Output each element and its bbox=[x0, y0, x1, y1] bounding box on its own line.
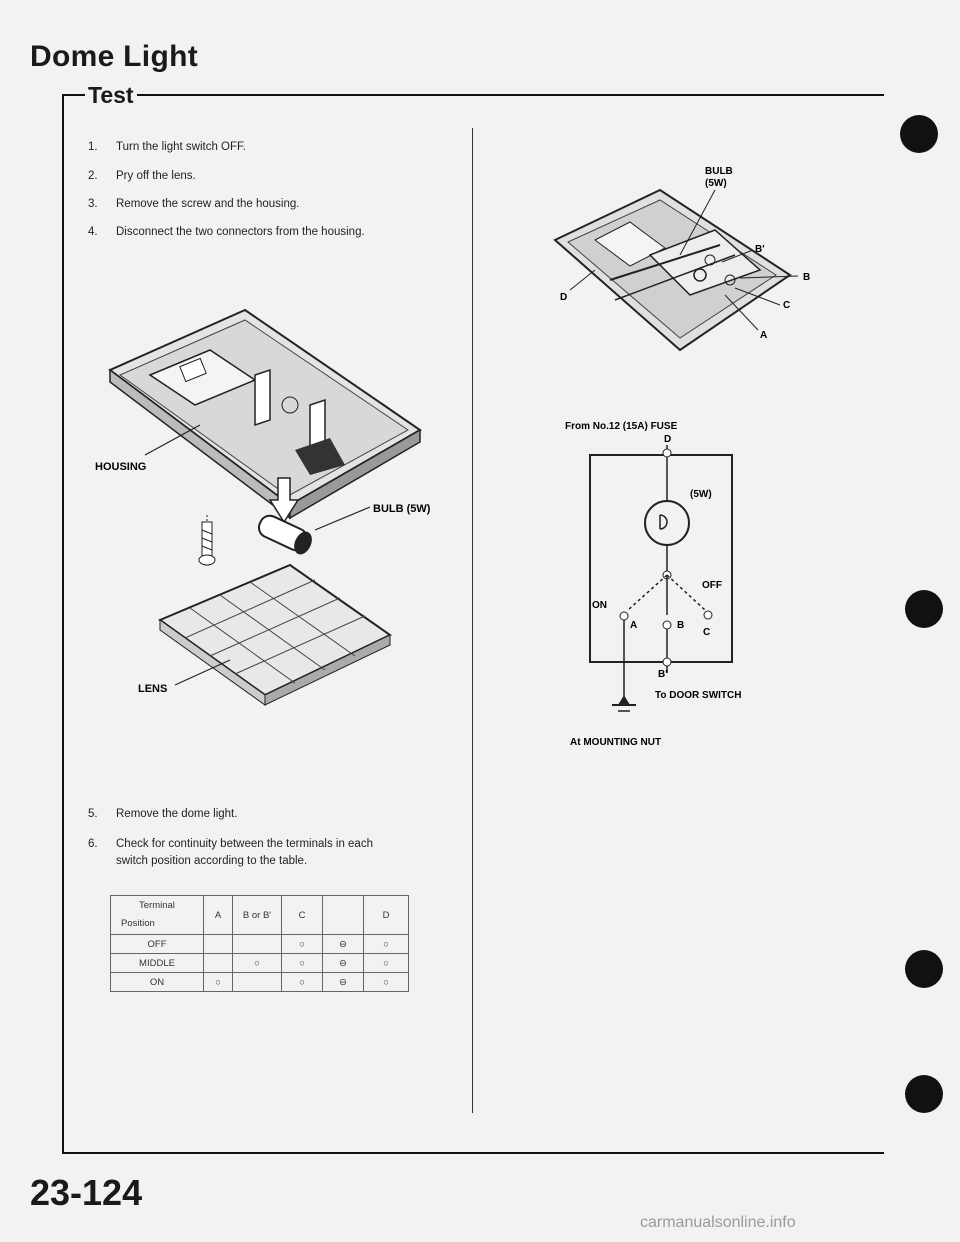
step-6: 6. Check for continuity between the terminals in each switch position according to the table. bbox=[88, 838, 373, 867]
housing-label: HOUSING bbox=[95, 461, 147, 473]
binder-hole-icon bbox=[905, 1075, 943, 1113]
on-label: ON bbox=[592, 600, 607, 611]
exploded-view-illustration bbox=[90, 300, 470, 710]
ground-location-label: At MOUNTING NUT bbox=[570, 737, 662, 748]
cell-terminal: ○ bbox=[282, 954, 323, 973]
ground-icon bbox=[612, 695, 636, 711]
terminal-a-label: A bbox=[630, 620, 638, 631]
cell-terminal: ○ bbox=[233, 954, 282, 973]
housing-box bbox=[590, 455, 732, 662]
cell-bulb-icon: ⊖ bbox=[323, 973, 364, 992]
page-number: 23-124 bbox=[30, 1172, 143, 1213]
col-d: D bbox=[364, 896, 409, 935]
d-leader bbox=[570, 270, 595, 290]
col-b-or-b-prime: B or B' bbox=[233, 896, 282, 935]
cell-terminal: ○ bbox=[282, 935, 323, 954]
col-a: A bbox=[204, 896, 233, 935]
cell-terminal: ○ bbox=[364, 935, 409, 954]
binder-hole-icon bbox=[900, 115, 938, 153]
continuity-table bbox=[110, 895, 409, 992]
cell-terminal: ○ bbox=[282, 973, 323, 992]
table-row bbox=[111, 973, 409, 992]
housing-drawing bbox=[110, 310, 420, 518]
bulb-label: BULB (5W) bbox=[373, 503, 431, 515]
terminal-d-label: D bbox=[664, 434, 672, 445]
connector-view-illustration bbox=[500, 160, 830, 375]
terminal-b-prime-label: B' bbox=[658, 669, 668, 680]
terminal-b-label: B bbox=[677, 620, 685, 631]
binder-hole-icon bbox=[905, 590, 943, 628]
lens-drawing bbox=[160, 565, 390, 705]
column-divider bbox=[472, 128, 473, 1113]
table-row bbox=[111, 935, 409, 954]
connector-bulb-rating: (5W) bbox=[705, 178, 727, 189]
label-b-prime: B' bbox=[755, 244, 765, 255]
bulb-rating-label: (5W) bbox=[690, 489, 712, 500]
off-label: OFF bbox=[702, 580, 722, 591]
binder-hole-icon bbox=[905, 950, 943, 988]
label-b: B bbox=[803, 272, 811, 283]
table-header-row bbox=[111, 896, 409, 935]
page-title: Dome Light bbox=[30, 40, 198, 73]
row-position: ON bbox=[111, 973, 204, 992]
table-corner-cell: Terminal Position bbox=[111, 896, 204, 935]
cell-terminal: ○ bbox=[204, 973, 233, 992]
step-3: 3. Remove the screw and the housing. bbox=[88, 198, 300, 210]
section-heading: Test bbox=[85, 82, 137, 109]
terminal-c-label: C bbox=[703, 627, 711, 638]
label-c: C bbox=[783, 300, 791, 311]
step-4: 4. Disconnect the two connectors from the housing. bbox=[88, 226, 365, 238]
row-position: MIDDLE bbox=[111, 954, 204, 973]
connector-bulb-label: BULB bbox=[705, 166, 733, 177]
bulb-leader-line bbox=[315, 507, 370, 530]
wiring-schematic bbox=[560, 415, 810, 750]
step-2: 2. Pry off the lens. bbox=[88, 170, 196, 182]
row-position: OFF bbox=[111, 935, 204, 954]
watermark: carmanualsonline.info bbox=[640, 1214, 796, 1231]
cell-terminal: ○ bbox=[364, 973, 409, 992]
col-bulb bbox=[323, 896, 364, 935]
screw-icon bbox=[199, 515, 215, 565]
cell-bulb-icon: ⊖ bbox=[323, 954, 364, 973]
switch-off-arm bbox=[667, 575, 705, 610]
label-a: A bbox=[760, 330, 768, 341]
label-d: D bbox=[560, 292, 568, 303]
cell-terminal: ○ bbox=[364, 954, 409, 973]
switch-on-arm bbox=[628, 575, 667, 610]
lens-label: LENS bbox=[138, 683, 168, 695]
step-5: 5. Remove the dome light. bbox=[88, 808, 238, 820]
cell-bulb-icon: ⊖ bbox=[323, 935, 364, 954]
step-1: 1. Turn the light switch OFF. bbox=[88, 141, 246, 153]
table-row bbox=[111, 954, 409, 973]
door-switch-label: To DOOR SWITCH bbox=[655, 690, 742, 701]
col-c: C bbox=[282, 896, 323, 935]
fuse-label: From No.12 (15A) FUSE bbox=[565, 421, 678, 432]
